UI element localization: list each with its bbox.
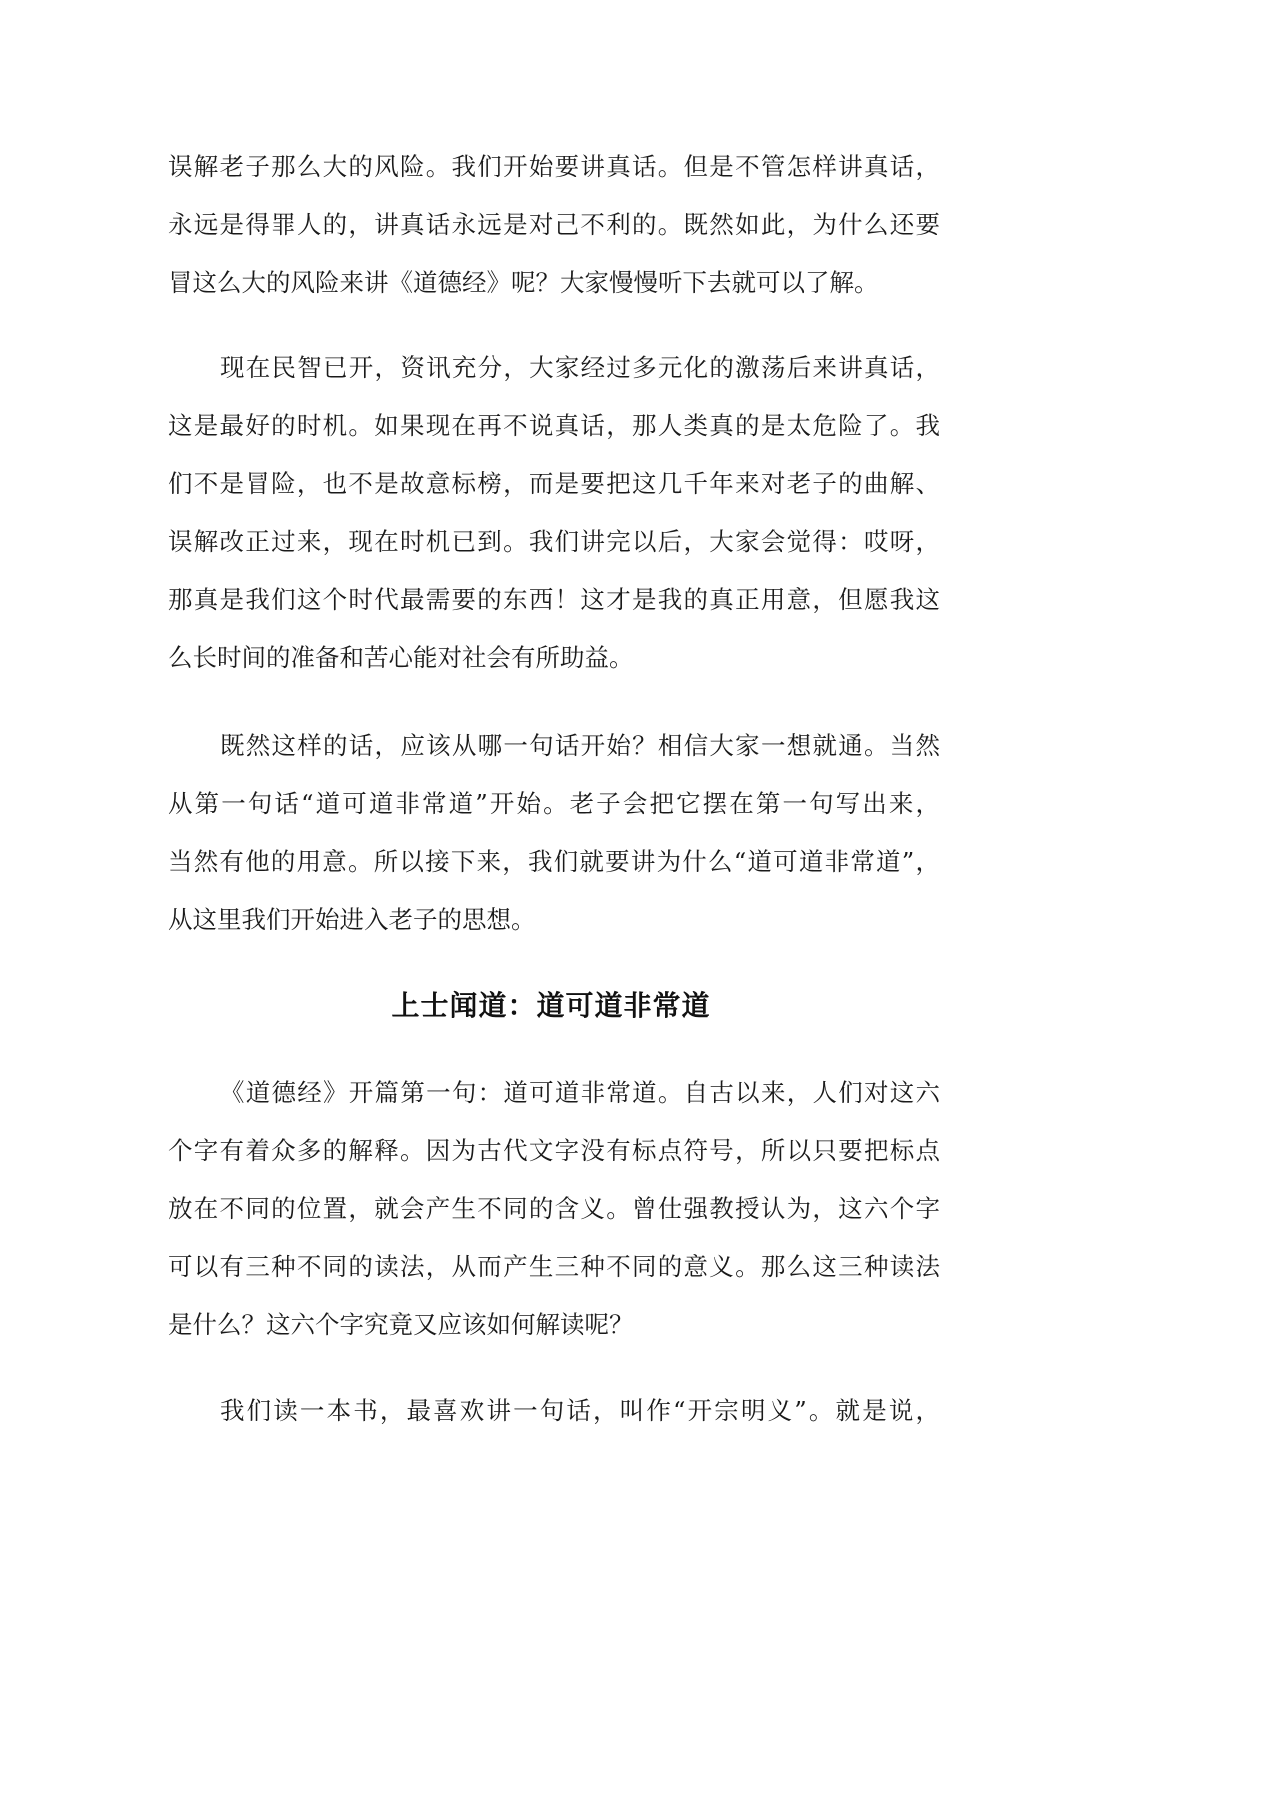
paragraph-line: 既然这样的话，应该从哪一句话开始？相信大家一想就通。当然 <box>220 731 940 760</box>
paragraph-line: 冒这么大的风险来讲《道德经》呢？大家慢慢听下去就可以了解。 <box>168 268 879 297</box>
paragraph-line: 误解老子那么大的风险。我们开始要讲真话。但是不管怎样讲真话， <box>168 152 940 181</box>
paragraph-3 <box>168 731 940 935</box>
paragraph-line: 我们读一本书，最喜欢讲一句话，叫作“开宗明义”。就是说， <box>220 1396 940 1425</box>
paragraph-line: 当然有他的用意。所以接下来，我们就要讲为什么“道可道非常道”， <box>168 847 940 876</box>
paragraph-1 <box>168 152 940 298</box>
section-heading: 上士闻道：道可道非常道 <box>391 989 711 1022</box>
paragraph-line: 这是最好的时机。如果现在再不说真话，那人类真的是太危险了。我 <box>168 411 940 440</box>
paragraph-5 <box>168 1396 940 1426</box>
paragraph-line: 是什么？这六个字究竟又应该如何解读呢？ <box>168 1310 634 1339</box>
paragraph-line: 放在不同的位置，就会产生不同的含义。曾仕强教授认为，这六个字 <box>168 1194 940 1223</box>
paragraph-2 <box>168 353 940 673</box>
paragraph-4 <box>168 1078 940 1340</box>
paragraph-line: 误解改正过来，现在时机已到。我们讲完以后，大家会觉得：哎呀， <box>168 527 940 556</box>
paragraph-line: 可以有三种不同的读法，从而产生三种不同的意义。那么这三种读法 <box>168 1252 940 1281</box>
paragraph-line: 从第一句话“道可道非常道”开始。老子会把它摆在第一句写出来， <box>168 789 940 818</box>
paragraph-line: 永远是得罪人的，讲真话永远是对己不利的。既然如此，为什么还要 <box>168 210 940 239</box>
paragraph-line: 那真是我们这个时代最需要的东西！这才是我的真正用意，但愿我这 <box>168 585 940 614</box>
paragraph-line: 现在民智已开，资讯充分，大家经过多元化的激荡后来讲真话， <box>220 353 940 382</box>
paragraph-line: 个字有着众多的解释。因为古代文字没有标点符号，所以只要把标点 <box>168 1136 940 1165</box>
paragraph-line: 《道德经》开篇第一句：道可道非常道。自古以来，人们对这六 <box>220 1078 940 1107</box>
paragraph-line: 么长时间的准备和苦心能对社会有所助益。 <box>168 643 634 672</box>
paragraph-line: 们不是冒险，也不是故意标榜，而是要把这几千年来对老子的曲解、 <box>168 469 940 498</box>
paragraph-line: 从这里我们开始进入老子的思想。 <box>168 905 536 934</box>
